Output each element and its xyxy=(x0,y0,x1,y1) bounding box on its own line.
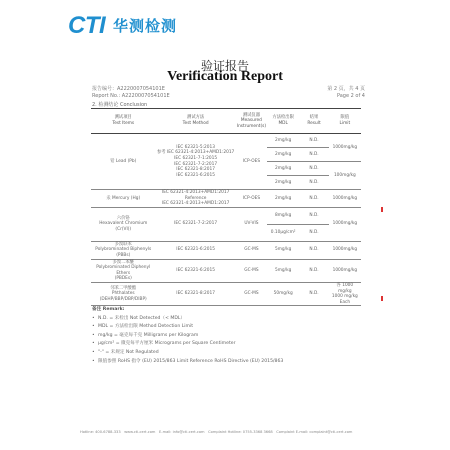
limit-value: 1000mg/kg xyxy=(329,259,361,282)
mdl-value: 2mg/kg xyxy=(267,176,299,190)
logo-name: 华测检测 xyxy=(113,17,178,35)
test-item: 汞 Mercury (Hg) xyxy=(91,190,155,208)
remark-item xyxy=(92,349,362,358)
test-item: 六价铬 Hexavalent Chromium (Cr(VI)) xyxy=(91,207,155,241)
mdl-value: 8mg/kg xyxy=(267,207,299,224)
header-instrument: 测试仪器 Measured Instrument(s) xyxy=(236,109,267,134)
result-value: N.D. xyxy=(299,259,328,282)
instrument: GC-MS xyxy=(236,259,267,282)
results-table xyxy=(91,108,361,306)
mdl-value: 2mg/kg xyxy=(267,190,299,208)
bullet-icon: • xyxy=(92,341,95,347)
mdl-value: 2mg/kg xyxy=(267,148,299,162)
test-method: IEC 62321-6:2015 xyxy=(155,241,235,259)
remark-text: 限值参照 RoHS 指令 (EU) 2015/863 Limit Reference RoHS Directive (EU) 2015/863 xyxy=(98,358,284,364)
limit-value: 1000mg/kg xyxy=(329,207,361,241)
limit-value: 1000mg/kg xyxy=(329,134,361,162)
remarks-heading: 备注 Remark: xyxy=(92,307,125,312)
report-number-en: Report No.: A2220007054101E xyxy=(92,93,170,99)
bullet-icon: • xyxy=(92,324,95,330)
table-row xyxy=(91,241,361,259)
result-value: N.D. xyxy=(299,190,328,208)
remark-text: μg/cm² = 微克每平方厘米 Micrograms per Square Centimeter xyxy=(98,341,236,347)
result-value: N.D. xyxy=(299,134,328,148)
table-row xyxy=(91,207,361,224)
header-test-method: 测试方法 Test Method xyxy=(155,109,235,134)
header-result: 结果 Result xyxy=(299,109,328,134)
mdl-value: 0.10μg/cm² xyxy=(267,224,299,241)
mdl-value: 2mg/kg xyxy=(267,134,299,148)
result-value: N.D. xyxy=(299,207,328,224)
test-item: 多溴联苯 Polybrominated Biphenyls (PBBs) xyxy=(91,241,155,259)
table-header-row xyxy=(91,109,361,134)
header-limit: 限值 Limit xyxy=(329,109,361,134)
test-item: 多溴二苯醚 Polybrominated Diphenyl Ethers (PBDEs) xyxy=(91,259,155,282)
page-indicator xyxy=(327,86,365,100)
instrument: ICP-OES xyxy=(236,134,267,190)
remark-text: "-" = 未规定 Not Regulated xyxy=(98,349,159,355)
remark-text: MDL = 方法检出限 Method Detection Limit xyxy=(98,324,194,330)
result-value: N.D. xyxy=(299,162,328,176)
logo-mark: CTI xyxy=(68,12,106,39)
limit-value: 1000mg/kg xyxy=(329,241,361,259)
mdl-value: 2mg/kg xyxy=(267,162,299,176)
margin-mark xyxy=(381,296,383,301)
remark-item xyxy=(92,340,362,349)
table-row xyxy=(91,134,361,148)
instrument: ICP-OES xyxy=(236,190,267,208)
result-value: N.D. xyxy=(299,176,328,190)
instrument: UV-VIS xyxy=(236,207,267,241)
remark-text: mg/kg = 毫克每千克 Milligrams per Kilogram xyxy=(98,332,199,338)
page-footer: Hotline: 400-6788-333 www.cti-cert.com E-mail: info@cti-cert.com Complaint Hotline: 0755-3368 3668 Complaint E-mail: complaint@cti-cert.com xyxy=(80,430,353,434)
remark-item xyxy=(92,315,362,324)
page-indicator-en: Page 2 of 4 xyxy=(336,93,365,99)
result-value: N.D. xyxy=(299,282,328,305)
instrument: GC-MS xyxy=(236,241,267,259)
bullet-icon: • xyxy=(92,332,95,338)
remarks-list xyxy=(92,315,362,367)
limit-value: 100mg/kg xyxy=(329,162,361,190)
instrument: GC-MS xyxy=(236,282,267,305)
mdl-value: 50mg/kg xyxy=(267,282,299,305)
margin-mark xyxy=(381,207,383,212)
table-row xyxy=(91,259,361,282)
test-item: 邻苯二甲酸酯 Phthalates (DEHP/BBP/DBP/DIBP) xyxy=(91,282,155,305)
test-method: IEC 62321-6:2015 xyxy=(155,259,235,282)
remark-text: N.D. = 未检出 Not Detected（< MDL） xyxy=(98,315,186,321)
test-method: IEC 62321-7-2:2017 xyxy=(155,207,235,241)
remark-item xyxy=(92,332,362,341)
result-value: N.D. xyxy=(299,148,328,162)
remark-item xyxy=(92,323,362,332)
header-mdl: 方法检出限 MDL xyxy=(267,109,299,134)
results-table-body xyxy=(91,134,361,306)
table-row xyxy=(91,282,361,305)
remarks-block xyxy=(92,306,362,366)
report-title-cn: 验证报告 xyxy=(200,59,249,73)
remark-item xyxy=(92,358,362,367)
cti-logo xyxy=(68,12,180,40)
test-item: 铅 Lead (Pb) xyxy=(91,134,155,190)
report-number xyxy=(92,86,170,100)
table-row xyxy=(91,190,361,208)
limit-value: 1000mg/kg xyxy=(329,190,361,208)
test-method: IEC 62321-8:2017 xyxy=(155,282,235,305)
limit-value: 各 1000 mg/kg 1000 mg/kg Each xyxy=(329,282,361,305)
bullet-icon: • xyxy=(92,349,95,355)
mdl-value: 5mg/kg xyxy=(267,259,299,282)
report-number-cn: 报告编号：A2220007054101E xyxy=(92,86,165,92)
test-method: IEC 62321-5:2013 参考 IEC 62321-4:2013+AMD1:2017 IEC 62321-7-1:2015 IEC 62321-7-2:2017 IEC 62321-8:2017 IEC 62321-6:2015 xyxy=(155,134,235,190)
report-title-en: Verification Report xyxy=(167,69,283,84)
page-indicator-cn: 第 2 页，共 4 页 xyxy=(327,86,365,92)
test-method: IEC 62321-4:2013+AMD1:2017 Reference IEC 62321-4:2013+AMD1:2017 xyxy=(155,190,235,208)
header-test-items: 测试项目 Test Items xyxy=(91,109,155,134)
section-title: 2. 检测结论 Conclusion xyxy=(92,102,148,108)
result-value: N.D. xyxy=(299,224,328,241)
mdl-value: 5mg/kg xyxy=(267,241,299,259)
result-value: N.D. xyxy=(299,241,328,259)
bullet-icon: • xyxy=(92,358,95,364)
bullet-icon: • xyxy=(92,315,95,321)
